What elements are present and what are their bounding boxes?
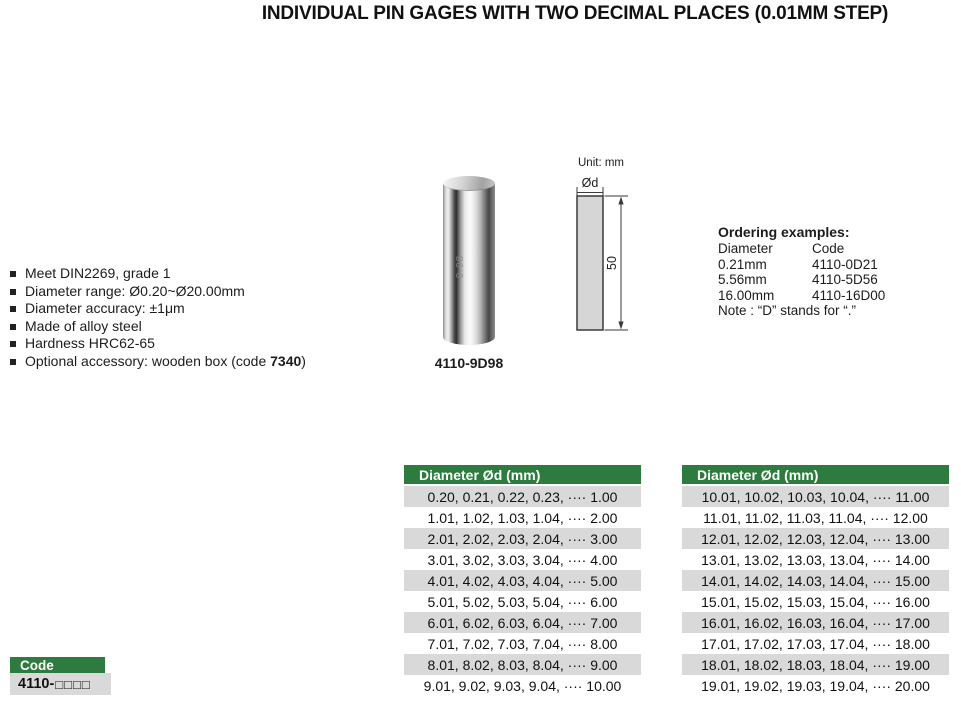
- ordering-diameter: 5.56mm: [718, 272, 767, 287]
- table-row: 9.01, 9.02, 9.03, 9.04, ···· 10.00: [423, 677, 622, 694]
- ordering-examples: [718, 224, 953, 319]
- ordering-col-diameter: Diameter: [718, 241, 773, 256]
- table-row: 14.01, 14.02, 14.03, 14.04, ···· 15.00: [682, 570, 949, 591]
- features-list: [10, 265, 410, 370]
- ordering-row: [718, 272, 953, 288]
- ordering-columns-row: [718, 241, 953, 257]
- feature-text: Hardness HRC62-65: [25, 335, 155, 351]
- accessory-code: 7340: [270, 352, 302, 369]
- feature-item: [10, 265, 410, 283]
- table-row: 8.01, 8.02, 8.03, 8.04, ···· 9.00: [404, 654, 641, 675]
- ordering-row: [718, 257, 953, 273]
- table-row: 11.01, 11.02, 11.03, 11.04, ···· 12.00: [703, 509, 928, 526]
- table-row: 2.01, 2.02, 2.03, 2.04, ···· 3.00: [404, 528, 641, 549]
- ordering-row: [718, 288, 953, 304]
- diameter-table-2: [682, 465, 949, 696]
- pin-engraving-text: 9.98: [455, 254, 467, 279]
- feature-text: Made of alloy steel: [25, 317, 142, 334]
- table-row: 0.20, 0.21, 0.22, 0.23, ···· 1.00: [404, 486, 641, 507]
- feature-text-suffix: ): [301, 352, 306, 369]
- feature-item: [10, 318, 410, 336]
- ordering-title: Ordering examples:: [718, 224, 850, 240]
- ordering-diameter: 16.00mm: [718, 287, 775, 303]
- ordering-note: Note : “D” stands for “.”: [718, 303, 857, 318]
- code-prefix: 4110-: [18, 676, 55, 692]
- feature-item: [10, 283, 410, 301]
- table-row: 17.01, 17.02, 17.03, 17.04, ···· 18.00: [701, 635, 930, 652]
- page-title: INDIVIDUAL PIN GAGES WITH TWO DECIMAL PLACES (0.01MM STEP): [261, 3, 889, 24]
- ordering-code: 4110-0D21: [812, 256, 878, 272]
- table-row: 19.01, 19.02, 19.03, 19.04, ···· 20.00: [701, 677, 930, 694]
- table-row: 10.01, 10.02, 10.03, 10.04, ···· 11.00: [682, 486, 949, 507]
- table-row: 7.01, 7.02, 7.03, 7.04, ···· 8.00: [427, 635, 618, 652]
- pin-cylinder: [443, 183, 495, 345]
- feature-text: Optional accessory: wooden box (code: [25, 352, 271, 369]
- table-body: [682, 486, 949, 696]
- code-placeholder-boxes: □□□□: [55, 676, 91, 692]
- feature-item: [10, 335, 410, 353]
- feature-item: [10, 300, 410, 318]
- table-row: 16.01, 16.02, 16.03, 16.04, ···· 17.00: [682, 612, 949, 633]
- table-row: 18.01, 18.02, 18.03, 18.04, ···· 19.00: [682, 654, 949, 675]
- table-body: [404, 486, 641, 696]
- bullet-square-icon: [10, 306, 16, 312]
- table-header: Diameter Ød (mm): [404, 465, 641, 484]
- product-model-label: 4110-9D98: [434, 355, 504, 371]
- table-row: 5.01, 5.02, 5.03, 5.04, ···· 6.00: [427, 593, 618, 610]
- code-value: [10, 673, 111, 695]
- code-table-header: Code: [10, 657, 105, 673]
- feature-text: Diameter range: Ø0.20~Ø20.00mm: [25, 282, 245, 299]
- code-table: [10, 657, 111, 695]
- ordering-code: 4110-16D00: [812, 287, 886, 303]
- feature-text: Meet DIN2269, grade 1: [25, 265, 171, 281]
- table-row: 4.01, 4.02, 4.03, 4.04, ···· 5.00: [404, 570, 641, 591]
- arrow-down-icon: [618, 322, 623, 330]
- bullet-square-icon: [10, 271, 16, 277]
- bullet-square-icon: [10, 341, 16, 347]
- feature-text: Diameter accuracy: ±1μm: [25, 300, 185, 316]
- table-row: 3.01, 3.02, 3.03, 3.04, ···· 4.00: [427, 551, 618, 568]
- unit-label: Unit: mm: [578, 157, 624, 169]
- diameter-table-1: [404, 465, 641, 696]
- table-header: Diameter Ød (mm): [682, 465, 949, 484]
- pin-outline-rect: [577, 196, 603, 330]
- table-row: 6.01, 6.02, 6.03, 6.04, ···· 7.00: [404, 612, 641, 633]
- ordering-code: 4110-5D56: [812, 272, 878, 287]
- bullet-square-icon: [10, 289, 16, 295]
- table-row: 13.01, 13.02, 13.03, 13.04, ···· 14.00: [701, 551, 930, 568]
- feature-item-optional-accessory: [10, 353, 410, 371]
- table-row: 12.01, 12.02, 12.03, 12.04, ···· 13.00: [682, 528, 949, 549]
- ordering-col-code: Code: [812, 241, 845, 256]
- arrow-up-icon: [618, 197, 623, 205]
- bullet-square-icon: [10, 359, 16, 365]
- dimension-drawing: [565, 171, 635, 341]
- bullet-square-icon: [10, 324, 16, 330]
- diameter-dim-label: Ød: [581, 176, 599, 190]
- pin-top-face: [443, 176, 495, 191]
- table-row: 1.01, 1.02, 1.03, 1.04, ···· 2.00: [427, 509, 618, 526]
- length-dim-label: 50: [604, 256, 619, 270]
- ordering-diameter: 0.21mm: [718, 256, 767, 272]
- pin-gage-photo: [443, 176, 495, 345]
- table-row: 15.01, 15.02, 15.03, 15.04, ···· 16.00: [701, 593, 930, 610]
